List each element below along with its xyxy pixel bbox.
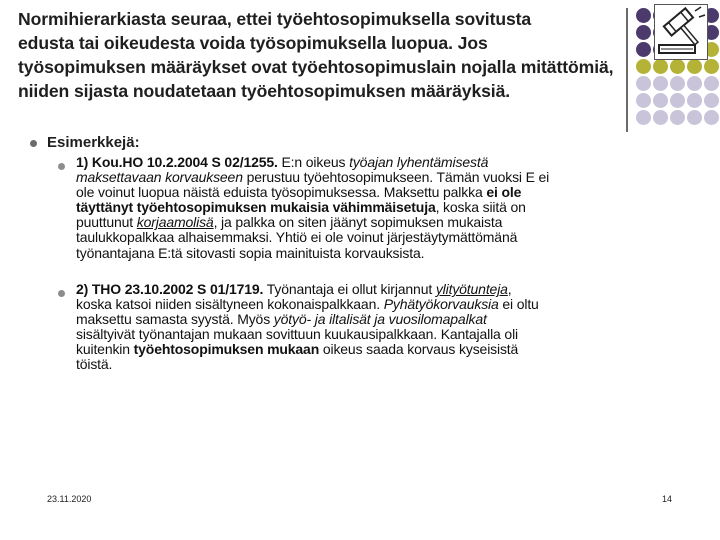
decor-dot [636, 8, 651, 23]
text-line [76, 342, 686, 357]
text-line [76, 282, 686, 297]
text-segment: korjaamolisä [136, 214, 214, 231]
title-line: Normihierarkiasta seuraa, ettei työehtosopimuksella sovitusta [18, 9, 532, 29]
text-segment: Työnantaja ei ollut kirjannut [263, 281, 436, 297]
text-segment: Pyhätyökorvauksia [383, 296, 499, 313]
text-line [76, 357, 686, 372]
bullet-examples [30, 140, 37, 147]
text-segment: ylityötunteja [435, 281, 508, 297]
decor-dot [636, 110, 651, 125]
text-line [76, 200, 686, 215]
title-line: työsopimuksen määräykset ovat työehtosopimuslain nojalla mitättömiä, [18, 57, 614, 77]
text-segment: sisältyivät työnantajan mukaan sovittuun kuukausipalkkaan. Kantajalla oli [76, 326, 518, 343]
text-segment: 1) Kou.HO 10.2.2004 S 02/1255. [76, 154, 278, 170]
text-segment: ei ole [486, 184, 522, 201]
decor-dot [636, 59, 651, 74]
decor-dot [704, 110, 719, 125]
text-segment: puuttunut [76, 214, 137, 231]
decor-dot [670, 110, 685, 125]
decor-dot [687, 59, 702, 74]
decor-dot [653, 93, 668, 108]
text-line [76, 312, 686, 327]
text-segment: yötyö- ja iltalisät ja vuosilomapalkat [273, 311, 487, 328]
text-line [76, 185, 686, 200]
text-line [76, 170, 686, 185]
text-line [76, 297, 686, 312]
example-2-text [76, 282, 686, 373]
decor-dot [670, 59, 685, 74]
text-segment: täyttänyt työehtosopimuksen mukaisia vähimmäisetuja [76, 199, 436, 216]
text-segment: taulukkopalkkaa alhaisemmaksi. Yhtiö ei ole voinut järjestäytymättömänä [76, 229, 518, 246]
decor-dot [687, 110, 702, 125]
text-line [76, 246, 686, 261]
page-number: 14 [662, 494, 673, 504]
example-1-text [76, 155, 686, 261]
decor-dot [670, 93, 685, 108]
text-line [76, 215, 686, 230]
text-segment: työnantajana E:tä sitovasti sopia mainituista korvauksista. [76, 244, 425, 261]
text-segment: kuitenkin [76, 341, 134, 358]
text-segment: , ja palkka on siten jäänyt sopimuksen mukaista [213, 214, 503, 231]
title-divider [626, 8, 628, 132]
text-segment: maksettu samasta syystä. Myös [76, 311, 274, 328]
decor-dot [653, 76, 668, 91]
text-segment: ole voinut luopua näistä eduista työsopimuksessa. Maksettu palkka [76, 184, 487, 201]
bullet-example-1 [58, 163, 65, 170]
slide-title [18, 7, 718, 103]
text-segment: koska katsoi niiden sisältyneen kokonaispalkkaan. [76, 296, 384, 313]
text-segment: , [507, 281, 512, 297]
title-line: niiden sijasta noudatetaan työehtosopimuksen määräyksiä. [18, 81, 511, 101]
text-segment: perustuu työehtosopimukseen. Tämän vuoksi E ei [242, 169, 550, 186]
decor-dot [670, 76, 685, 91]
decor-dot [704, 76, 719, 91]
text-segment: maksettavaan korvaukseen [76, 169, 243, 186]
text-line [76, 230, 686, 245]
examples-label: Esimerkkejä: [47, 134, 140, 151]
decor-dot [704, 59, 719, 74]
bullet-example-2 [58, 290, 65, 297]
text-segment: töistä. [76, 356, 113, 373]
text-segment: ei oltu [498, 296, 539, 313]
footer-date: 23.11.2020 [47, 494, 92, 504]
decor-dot [636, 76, 651, 91]
title-line: edusta tai oikeudesta voida työsopimuksella luopua. Jos [18, 33, 488, 53]
decor-dot [636, 25, 651, 40]
text-line [76, 155, 686, 170]
decor-dot [636, 42, 651, 57]
text-segment: E:n oikeus [277, 154, 350, 170]
decor-dot [687, 93, 702, 108]
decor-dot [636, 93, 651, 108]
text-line [76, 327, 686, 342]
decor-dot [687, 76, 702, 91]
text-segment: oikeus saada korvaus kyseisistä [319, 341, 519, 358]
gavel-icon [654, 4, 708, 60]
text-segment: 2) THO 23.10.2002 S 01/1719. [76, 281, 264, 297]
text-segment: työehtosopimuksen mukaan [133, 341, 320, 358]
decor-dot [653, 59, 668, 74]
decor-dot [704, 93, 719, 108]
decor-dot [653, 110, 668, 125]
text-segment: työajan lyhentämisestä [349, 154, 489, 170]
text-segment: , koska siitä on [435, 199, 526, 216]
